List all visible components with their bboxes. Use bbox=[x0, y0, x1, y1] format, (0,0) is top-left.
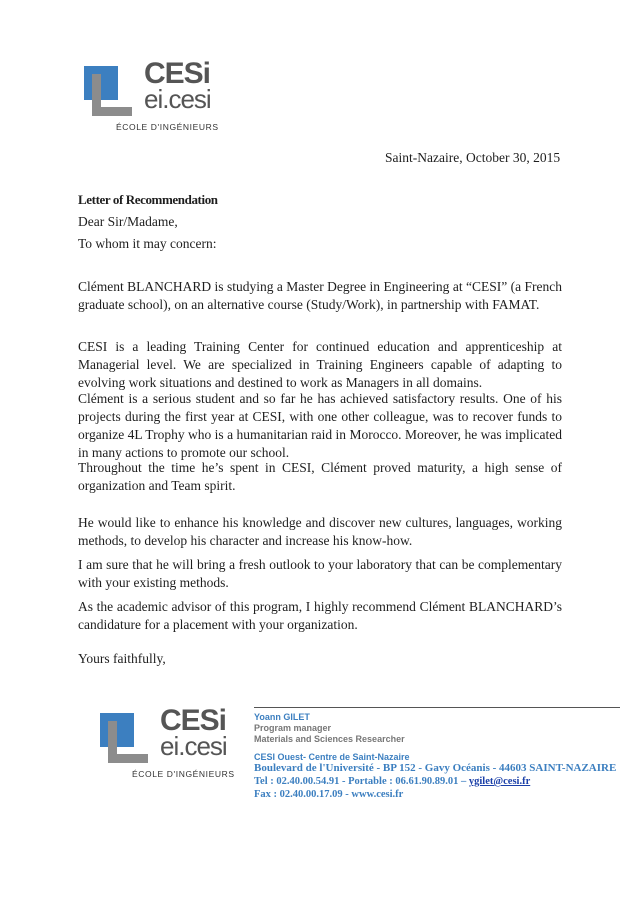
letter-date: Saint-Nazaire, October 30, 2015 bbox=[385, 150, 561, 165]
signatory-phone-line bbox=[254, 776, 530, 787]
signatory-organization: CESI Ouest- Centre de Saint-Nazaire bbox=[254, 752, 410, 762]
cesi-logo bbox=[76, 58, 236, 138]
logo-tagline: ÉCOLE D'INGÉNIEURS bbox=[116, 122, 219, 132]
signatory-role-secondary: Materials and Sciences Researcher bbox=[254, 734, 405, 744]
phone-numbers: Tel : 02.40.00.54.91 - Portable : 06.61.90.89.01 – bbox=[254, 776, 469, 787]
logo-grey-frame bbox=[92, 74, 132, 116]
email-link[interactable]: ygilet@cesi.fr bbox=[468, 776, 531, 787]
logo-brand-cesi: CESi bbox=[144, 57, 211, 90]
signatory-fax-web: Fax : 02.40.00.17.09 - www.cesi.fr bbox=[254, 789, 404, 800]
paragraph-about-cesi: CESI is a leading Training Center for continued education and apprenticeship at Managerial level. We are specialized in Training Engineers capable of adapting to evolving work situations and destined to work as Managers in all domains. bbox=[78, 339, 562, 390]
signatory-role: Program manager bbox=[254, 723, 332, 733]
logo-tagline: ÉCOLE D'INGÉNIEURS bbox=[132, 769, 235, 779]
signatory-name: Yoann GILET bbox=[254, 712, 310, 722]
salutation-line-1: Dear Sir/Madame, bbox=[78, 214, 178, 229]
logo-brand-eicesi: ei.cesi bbox=[160, 731, 227, 761]
paragraph-outlook: I am sure that he will bring a fresh outlook to your laboratory that can be complementary with your existing methods. bbox=[78, 557, 562, 590]
paragraph-intro: Clément BLANCHARD is studying a Master Degree in Engineering at “CESI” (a French graduate school), on an alternative course (Study/Work), in partnership with FAMAT. bbox=[78, 279, 562, 312]
paragraph-ambitions: He would like to enhance his knowledge and discover new cultures, languages, working methods, to develop his character and increase his know-how. bbox=[78, 515, 562, 548]
logo-grey-frame bbox=[108, 721, 148, 763]
letter-title: Letter of Recommendation bbox=[78, 192, 218, 207]
closing-line: Yours faithfully, bbox=[78, 651, 166, 666]
cesi-logo-signature bbox=[92, 705, 252, 785]
logo-brand-eicesi: ei.cesi bbox=[144, 84, 211, 114]
salutation-line-2: To whom it may concern: bbox=[78, 236, 217, 251]
signatory-address: Boulevard de l'Université - BP 152 - Gavy Océanis - 44603 SAINT-NAZAIRE bbox=[254, 762, 617, 774]
logo-brand-cesi: CESi bbox=[160, 704, 227, 737]
paragraph-maturity: Throughout the time he’s spent in CESI, Clément proved maturity, a high sense of organization and Team spirit. bbox=[78, 460, 562, 493]
signature-divider bbox=[254, 707, 620, 708]
paragraph-student-results: Clément is a serious student and so far he has achieved satisfactory results. One of his projects during the first year at CESI, with one other colleague, was to recover funds to organize 4L Trophy who is a humanitarian raid in Morocco. Moreover, he was implicated in many actions to promote our school. bbox=[78, 391, 562, 460]
paragraph-recommendation: As the academic advisor of this program, I highly recommend Clément BLANCHARD’s candidature for a placement with your organization. bbox=[78, 599, 562, 632]
